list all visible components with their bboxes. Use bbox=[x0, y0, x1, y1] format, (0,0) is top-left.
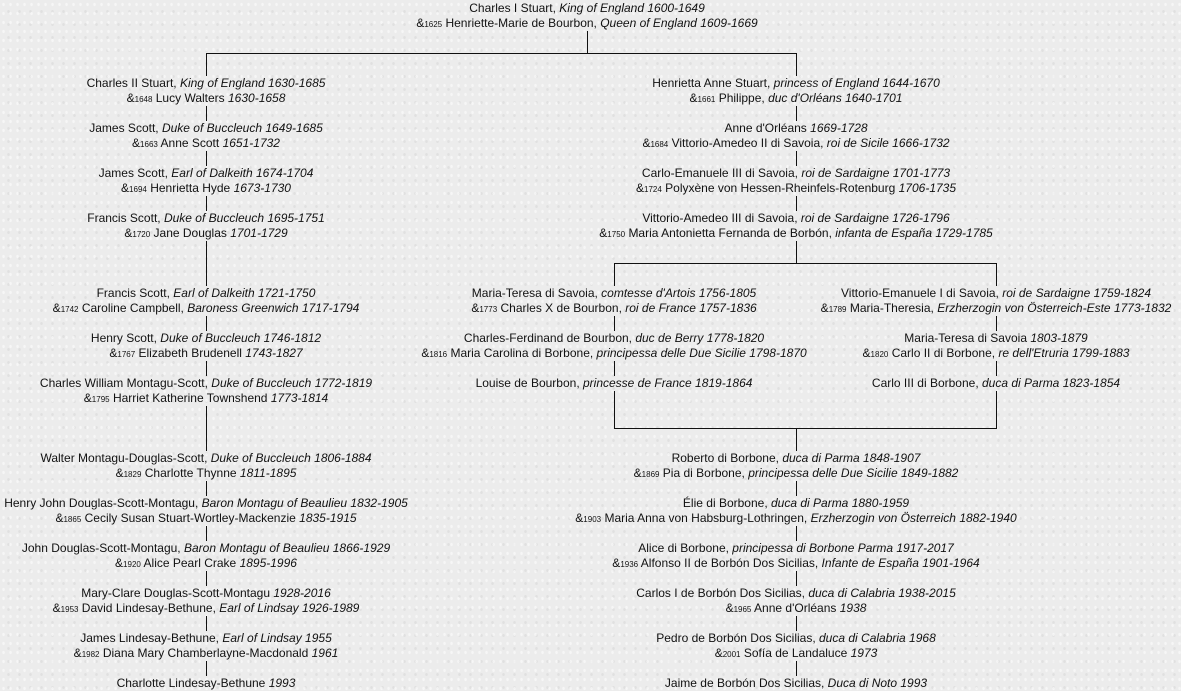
bottom-right-branch-4-spouse bbox=[726, 601, 867, 617]
left-branch-1-spouse bbox=[127, 91, 286, 107]
name-separator: , bbox=[803, 511, 811, 525]
marriage-year: 1773 bbox=[479, 305, 498, 314]
person-title: roi de Sardaigne 1759-1824 bbox=[1002, 286, 1151, 300]
name-separator: , bbox=[975, 376, 982, 390]
connector-line bbox=[206, 241, 207, 286]
spouse-name: Pia di Borbone bbox=[662, 466, 742, 480]
marriage-year: 1965 bbox=[733, 605, 752, 614]
marriage-symbol: & bbox=[52, 601, 61, 615]
person-name: Jaime de Borbón Dos Sicilias bbox=[664, 676, 821, 690]
spouse-name: Cecily Susan Stuart-Wortley-Mackenzie bbox=[84, 511, 296, 525]
spouse-name: Lucy Walters bbox=[155, 91, 225, 105]
person-name: Francis Scott bbox=[87, 211, 158, 225]
spouse-name: Henriette-Marie de Bourbon bbox=[445, 16, 594, 30]
person-title: Earl of Dalkeith 1721-1750 bbox=[173, 286, 316, 300]
right-branch-1-spouse bbox=[690, 91, 903, 107]
person-title: comtesse d'Artois 1756-1805 bbox=[601, 286, 757, 300]
name-separator: , bbox=[995, 286, 1003, 300]
marriage-symbol: & bbox=[421, 346, 430, 360]
name-separator: , bbox=[761, 91, 769, 105]
marriage-symbol: & bbox=[599, 226, 608, 240]
spouse-name: Maria-Theresia bbox=[849, 301, 931, 315]
spouse-name: Polyxène von Hessen-Rheinfels-Rotenburg bbox=[665, 181, 896, 195]
name-separator: , bbox=[155, 121, 162, 135]
marriage-year: 1720 bbox=[132, 230, 151, 239]
right-branch-3 bbox=[642, 166, 950, 181]
connector-line bbox=[206, 571, 207, 586]
mid-left-branch-1 bbox=[472, 286, 756, 301]
spouse-name: Charles X de Bourbon bbox=[500, 301, 619, 315]
name-separator: , bbox=[618, 301, 626, 315]
left-branch-6-spouse bbox=[109, 346, 302, 362]
marriage-year: 1694 bbox=[129, 185, 147, 194]
connector-line bbox=[796, 106, 797, 121]
person-name: Charles I Stuart bbox=[469, 1, 553, 15]
left-branch-8 bbox=[40, 451, 371, 466]
marriage-year: 1829 bbox=[123, 470, 142, 479]
connector-line bbox=[614, 361, 615, 376]
marriage-year: 1865 bbox=[63, 515, 82, 524]
person-name: Élie di Borbone bbox=[682, 496, 765, 510]
marriage-year: 1648 bbox=[134, 95, 153, 104]
left-branch-2 bbox=[89, 121, 322, 136]
person-title: King of England 1600-1649 bbox=[559, 1, 705, 15]
spouse-name: Caroline Campbell bbox=[81, 301, 181, 315]
person-title: Duca di Noto 1993 bbox=[827, 676, 928, 690]
person-title: duca di Calabria 1968 bbox=[819, 631, 936, 645]
name-separator: , bbox=[794, 211, 801, 225]
person-title: princess of England 1644-1670 bbox=[773, 76, 940, 90]
right-branch-2-spouse bbox=[642, 136, 949, 152]
right-branch-1 bbox=[652, 76, 940, 91]
connector-line bbox=[206, 196, 207, 211]
name-separator: , bbox=[552, 1, 560, 15]
marriage-symbol: & bbox=[132, 136, 141, 150]
person-name: Henry John Douglas-Scott-Montagu bbox=[4, 496, 195, 510]
marriage-year: 1663 bbox=[140, 140, 158, 149]
name-separator: , bbox=[741, 466, 749, 480]
marriage-year: 1869 bbox=[641, 470, 660, 479]
bottom-right-branch-2-spouse bbox=[575, 511, 1016, 527]
name-separator: , bbox=[204, 376, 212, 390]
person-name: Maria-Teresa di Savoia bbox=[904, 331, 1027, 345]
person-name: James Scott bbox=[89, 121, 156, 135]
connector-line bbox=[206, 526, 207, 541]
left-branch-12-spouse bbox=[74, 646, 339, 662]
connector-line bbox=[796, 151, 797, 166]
connector-line bbox=[796, 661, 797, 676]
connector-line bbox=[996, 361, 997, 376]
mid-right-branch-3 bbox=[872, 376, 1120, 391]
marriage-symbol: & bbox=[126, 91, 135, 105]
person-name: Henrietta Anne Stuart bbox=[652, 76, 767, 90]
name-separator: , bbox=[628, 331, 636, 345]
connector-line bbox=[206, 661, 207, 676]
person-name: Charles-Ferdinand de Bourbon bbox=[463, 331, 629, 345]
marriage-year: 1684 bbox=[650, 140, 669, 149]
mid-right-branch-2 bbox=[904, 331, 1087, 346]
marriage-year: 2001 bbox=[722, 650, 741, 659]
left-branch-10-spouse bbox=[115, 556, 297, 572]
left-branch-9-spouse bbox=[55, 511, 356, 527]
person-title: duca di Calabria 1938-2015 bbox=[808, 586, 956, 600]
spouse-title: 1773-1814 bbox=[270, 391, 329, 405]
parma-join-bar bbox=[614, 428, 997, 429]
left-branch-6 bbox=[91, 331, 321, 346]
mid-left-branch-2-spouse bbox=[421, 346, 806, 362]
spouse-title: re dell'Etruria 1799-1883 bbox=[998, 346, 1130, 360]
person-title: duc de Berry 1778-1820 bbox=[635, 331, 765, 345]
right-branch-2 bbox=[724, 121, 867, 136]
marriage-year: 1953 bbox=[60, 605, 79, 614]
spouse-name: Diana Mary Chamberlayne-Macdonald bbox=[102, 646, 309, 660]
left-branch-4-spouse bbox=[124, 226, 287, 242]
spouse-name: Alfonso II de Borbón Dos Sicilias bbox=[640, 556, 815, 570]
marriage-symbol: & bbox=[124, 226, 133, 240]
spouse-name: Jane Douglas bbox=[153, 226, 227, 240]
mid-right-branch-2-spouse bbox=[863, 346, 1130, 362]
spouse-name: Harriet Katherine Townshend bbox=[112, 391, 268, 405]
connector-line bbox=[614, 391, 615, 428]
marriage-symbol: & bbox=[109, 346, 118, 360]
person-name: Alice di Borbone bbox=[638, 541, 726, 555]
name-separator: , bbox=[153, 331, 161, 345]
left-branch-7-spouse bbox=[84, 391, 328, 407]
bottom-right-branch-1 bbox=[672, 451, 921, 466]
left-branch-9 bbox=[4, 496, 408, 511]
marriage-symbol: & bbox=[689, 91, 698, 105]
marriage-year: 1903 bbox=[583, 515, 602, 524]
bottom-right-branch-5 bbox=[656, 631, 936, 646]
connector-line bbox=[796, 616, 797, 631]
marriage-symbol: & bbox=[862, 346, 871, 360]
root-sibling-bar bbox=[206, 53, 797, 54]
name-separator: , bbox=[764, 496, 771, 510]
connector-line bbox=[206, 481, 207, 496]
marriage-year: 1625 bbox=[424, 20, 443, 29]
person-name: Charlotte Lindesay-Bethune bbox=[116, 676, 266, 690]
name-separator: , bbox=[204, 451, 211, 465]
spouse-name: Anne d'Orléans bbox=[754, 601, 837, 615]
savoy-sibling-bar bbox=[614, 263, 997, 264]
spouse-name: Sofía de Landaluce bbox=[743, 646, 848, 660]
person-title: duca di Parma 1823-1854 bbox=[981, 376, 1121, 390]
person-title: roi de Sardaigne 1701-1773 bbox=[801, 166, 951, 180]
bottom-right-branch-2 bbox=[683, 496, 909, 511]
marriage-year: 1789 bbox=[828, 305, 847, 314]
spouse-title: 1630-1658 bbox=[228, 91, 286, 105]
left-branch-7 bbox=[40, 376, 372, 391]
connector-line bbox=[996, 316, 997, 331]
spouse-title: 1895-1996 bbox=[239, 556, 297, 570]
marriage-symbol: & bbox=[115, 556, 124, 570]
marriage-year: 1750 bbox=[607, 230, 626, 239]
person-name: Vittorio-Emanuele I di Savoia bbox=[841, 286, 996, 300]
left-branch-4 bbox=[87, 211, 324, 226]
marriage-symbol: & bbox=[635, 181, 644, 195]
marriage-symbol: & bbox=[612, 556, 621, 570]
person-name: Roberto di Borbone bbox=[671, 451, 776, 465]
connector-line bbox=[206, 106, 207, 121]
name-separator: , bbox=[173, 76, 180, 90]
name-separator: , bbox=[930, 301, 938, 315]
mid-right-branch-1 bbox=[841, 286, 1151, 301]
person-title: duca di Parma 1848-1907 bbox=[782, 451, 921, 465]
spouse-title: Erzherzogin von Österreich-Este 1773-1832 bbox=[937, 301, 1172, 315]
person-title: 1928-2016 bbox=[273, 586, 331, 600]
person-name: Pedro de Borbón Dos Sicilias bbox=[656, 631, 813, 645]
person-title: Baron Montagu of Beaulieu 1866-1929 bbox=[183, 541, 391, 555]
marriage-year: 1936 bbox=[620, 560, 639, 569]
mid-left-branch-1-spouse bbox=[471, 301, 756, 317]
spouse-title: 1811-1895 bbox=[239, 466, 297, 480]
spouse-title: Queen of England 1609-1669 bbox=[600, 16, 758, 30]
connector-line bbox=[796, 571, 797, 586]
marriage-year: 1816 bbox=[429, 350, 448, 359]
connector-line bbox=[206, 616, 207, 631]
bottom-right-branch-3 bbox=[638, 541, 954, 556]
bottom-right-branch-4 bbox=[636, 586, 956, 601]
connector-line bbox=[206, 406, 207, 451]
connector-line bbox=[796, 481, 797, 496]
connector-line bbox=[796, 428, 797, 451]
person-title: Earl of Lindsay 1955 bbox=[222, 631, 332, 645]
connector-line bbox=[996, 263, 997, 286]
spouse-title: 1835-1915 bbox=[299, 511, 357, 525]
spouse-name: Carlo II di Borbone bbox=[891, 346, 992, 360]
connector-line bbox=[206, 53, 207, 76]
left-branch-1 bbox=[87, 76, 326, 91]
spouse-title: Erzherzogin von Österreich 1882-1940 bbox=[810, 511, 1017, 525]
name-separator: , bbox=[828, 226, 836, 240]
person-title: roi de Sardaigne 1726-1796 bbox=[800, 211, 950, 225]
marriage-symbol: & bbox=[115, 466, 124, 480]
person-title: Duke of Buccleuch 1746-1812 bbox=[160, 331, 322, 345]
marriage-year: 1724 bbox=[644, 185, 662, 194]
left-branch-13 bbox=[117, 676, 296, 691]
name-separator: , bbox=[821, 676, 828, 690]
name-separator: , bbox=[812, 631, 820, 645]
connector-line bbox=[796, 241, 797, 263]
person-name: Francis Scott bbox=[96, 286, 167, 300]
person-name: Walter Montagu-Douglas-Scott bbox=[40, 451, 205, 465]
root-couple-spouse bbox=[416, 16, 757, 32]
mid-left-branch-3 bbox=[476, 376, 753, 391]
marriage-year: 1767 bbox=[117, 350, 136, 359]
name-separator: , bbox=[166, 286, 174, 300]
spouse-title: roi de France 1757-1836 bbox=[625, 301, 757, 315]
spouse-title: 1743-1827 bbox=[245, 346, 303, 360]
name-separator: , bbox=[194, 496, 202, 510]
marriage-year: 1982 bbox=[81, 650, 100, 659]
bottom-right-branch-3-spouse bbox=[612, 556, 979, 572]
person-title: 1803-1879 bbox=[1030, 331, 1088, 345]
marriage-symbol: & bbox=[575, 511, 584, 525]
connector-line bbox=[614, 316, 615, 331]
marriage-symbol: & bbox=[820, 301, 829, 315]
marriage-symbol: & bbox=[52, 301, 61, 315]
name-separator: , bbox=[820, 136, 827, 150]
person-title: King of England 1630-1685 bbox=[179, 76, 326, 90]
person-name: Charles William Montagu-Scott bbox=[39, 376, 205, 390]
marriage-symbol: & bbox=[725, 601, 734, 615]
spouse-name: Maria Carolina di Borbone bbox=[450, 346, 590, 360]
spouse-title: Earl of Lindsay 1926-1989 bbox=[219, 601, 360, 615]
connector-line bbox=[796, 526, 797, 541]
person-title: Baron Montagu of Beaulieu 1832-1905 bbox=[201, 496, 408, 510]
name-separator: , bbox=[157, 211, 164, 225]
left-branch-5-spouse bbox=[53, 301, 360, 317]
person-name: Charles II Stuart bbox=[86, 76, 174, 90]
marriage-symbol: & bbox=[73, 646, 82, 660]
spouse-title: principessa delle Due Sicilie 1798-1870 bbox=[596, 346, 807, 360]
spouse-name: Charlotte Thynne bbox=[144, 466, 237, 480]
spouse-title: 1651-1732 bbox=[222, 136, 280, 150]
name-separator: , bbox=[725, 541, 733, 555]
spouse-title: 1973 bbox=[850, 646, 878, 660]
spouse-title: principessa delle Due Sicilie 1849-1882 bbox=[748, 466, 959, 480]
name-separator: , bbox=[814, 556, 822, 570]
connector-line bbox=[206, 361, 207, 376]
person-name: Carlos I de Borbón Dos Sicilias bbox=[636, 586, 802, 600]
person-title: duca di Parma 1880-1959 bbox=[770, 496, 910, 510]
marriage-symbol: & bbox=[83, 391, 92, 405]
name-separator: , bbox=[212, 601, 220, 615]
name-separator: , bbox=[794, 166, 802, 180]
marriage-year: 1795 bbox=[91, 395, 110, 404]
name-separator: , bbox=[177, 541, 184, 555]
left-branch-8-spouse bbox=[116, 466, 297, 482]
person-name: Louise de Bourbon bbox=[475, 376, 577, 390]
spouse-title: 1961 bbox=[311, 646, 339, 660]
left-branch-3-spouse bbox=[121, 181, 291, 197]
name-separator: , bbox=[589, 346, 597, 360]
spouse-name: David Lindesay-Bethune bbox=[81, 601, 213, 615]
spouse-name: Elizabeth Brudenell bbox=[138, 346, 242, 360]
left-branch-11 bbox=[81, 586, 330, 601]
spouse-title: 1706-1735 bbox=[898, 181, 957, 195]
person-title: 1993 bbox=[268, 676, 296, 690]
connector-line bbox=[206, 316, 207, 331]
root-couple bbox=[469, 1, 705, 16]
person-title: Earl of Dalkeith 1674-1704 bbox=[171, 166, 314, 180]
spouse-title: roi de Sicile 1666-1732 bbox=[826, 136, 950, 150]
connector-line bbox=[206, 151, 207, 166]
name-separator: , bbox=[775, 451, 783, 465]
name-separator: , bbox=[593, 16, 601, 30]
name-separator: , bbox=[576, 376, 583, 390]
marriage-symbol: & bbox=[633, 466, 642, 480]
left-branch-10 bbox=[22, 541, 390, 556]
spouse-title: Baroness Greenwich 1717-1794 bbox=[187, 301, 360, 315]
right-branch-3-spouse bbox=[636, 181, 956, 197]
person-name: James Scott bbox=[98, 166, 165, 180]
name-separator: , bbox=[991, 346, 999, 360]
mid-left-branch-2 bbox=[464, 331, 764, 346]
person-name: Mary-Clare Douglas-Scott-Montagu bbox=[81, 586, 271, 600]
marriage-year: 1820 bbox=[870, 350, 889, 359]
person-title: Duke of Buccleuch 1695-1751 bbox=[163, 211, 325, 225]
person-name: James Lindesay-Bethune bbox=[80, 631, 216, 645]
name-separator: , bbox=[215, 631, 223, 645]
connector-line bbox=[614, 263, 615, 286]
name-separator: , bbox=[180, 301, 188, 315]
spouse-name: Alice Pearl Crake bbox=[143, 556, 237, 570]
spouse-title: 1701-1729 bbox=[230, 226, 288, 240]
spouse-name: Maria Antonietta Fernanda de Borbón bbox=[628, 226, 829, 240]
bottom-right-branch-6 bbox=[665, 676, 927, 691]
name-separator: , bbox=[594, 286, 602, 300]
name-separator: , bbox=[801, 586, 809, 600]
person-name: Henry Scott bbox=[90, 331, 154, 345]
spouse-name: Maria Anna von Habsburg-Lothringen bbox=[604, 511, 804, 525]
marriage-symbol: & bbox=[471, 301, 480, 315]
marriage-symbol: & bbox=[55, 511, 64, 525]
person-title: principessa di Borbone Parma 1917-2017 bbox=[732, 541, 954, 555]
person-name: Anne d'Orléans bbox=[724, 121, 807, 135]
person-name: John Douglas-Scott-Montagu bbox=[21, 541, 178, 555]
marriage-year: 1661 bbox=[697, 95, 716, 104]
person-name: Maria-Teresa di Savoia bbox=[471, 286, 595, 300]
marriage-year: 1742 bbox=[60, 305, 79, 314]
bottom-right-branch-5-spouse bbox=[715, 646, 878, 662]
spouse-name: Anne Scott bbox=[160, 136, 220, 150]
spouse-title: infanta de España 1729-1785 bbox=[835, 226, 993, 240]
bottom-right-branch-1-spouse bbox=[634, 466, 959, 482]
spouse-title: 1673-1730 bbox=[233, 181, 291, 195]
connector-line bbox=[996, 391, 997, 428]
spouse-title: duc d'Orléans 1640-1701 bbox=[768, 91, 903, 105]
spouse-title: Infante de España 1901-1964 bbox=[821, 556, 980, 570]
spouse-name: Vittorio-Amedeo II di Savoia bbox=[671, 136, 821, 150]
connector-line bbox=[796, 196, 797, 211]
name-separator: , bbox=[164, 166, 172, 180]
right-branch-4 bbox=[642, 211, 949, 226]
person-title: princesse de France 1819-1864 bbox=[582, 376, 753, 390]
marriage-symbol: & bbox=[642, 136, 651, 150]
name-separator: , bbox=[766, 76, 774, 90]
right-branch-4-spouse bbox=[599, 226, 992, 242]
person-name: Carlo-Emanuele III di Savoia bbox=[641, 166, 795, 180]
connector-line bbox=[587, 31, 588, 53]
spouse-name: Philippe bbox=[718, 91, 762, 105]
person-name: Vittorio-Amedeo III di Savoia bbox=[642, 211, 795, 225]
spouse-name: Henrietta Hyde bbox=[150, 181, 231, 195]
left-branch-3 bbox=[99, 166, 314, 181]
left-branch-11-spouse bbox=[53, 601, 360, 617]
marriage-symbol: & bbox=[714, 646, 723, 660]
marriage-year: 1920 bbox=[123, 560, 141, 569]
spouse-title: 1938 bbox=[839, 601, 867, 615]
mid-right-branch-1-spouse bbox=[821, 301, 1172, 317]
connector-line bbox=[796, 53, 797, 76]
person-title: Duke of Buccleuch 1649-1685 bbox=[161, 121, 323, 135]
person-title: Duke of Buccleuch 1806-1884 bbox=[210, 451, 372, 465]
left-branch-2-spouse bbox=[132, 136, 280, 152]
person-name: Carlo III di Borbone bbox=[871, 376, 976, 390]
person-title: 1669-1728 bbox=[810, 121, 868, 135]
left-branch-12 bbox=[80, 631, 332, 646]
left-branch-5 bbox=[97, 286, 316, 301]
person-title: Duke of Buccleuch 1772-1819 bbox=[211, 376, 373, 390]
marriage-symbol: & bbox=[121, 181, 130, 195]
marriage-symbol: & bbox=[416, 16, 425, 30]
